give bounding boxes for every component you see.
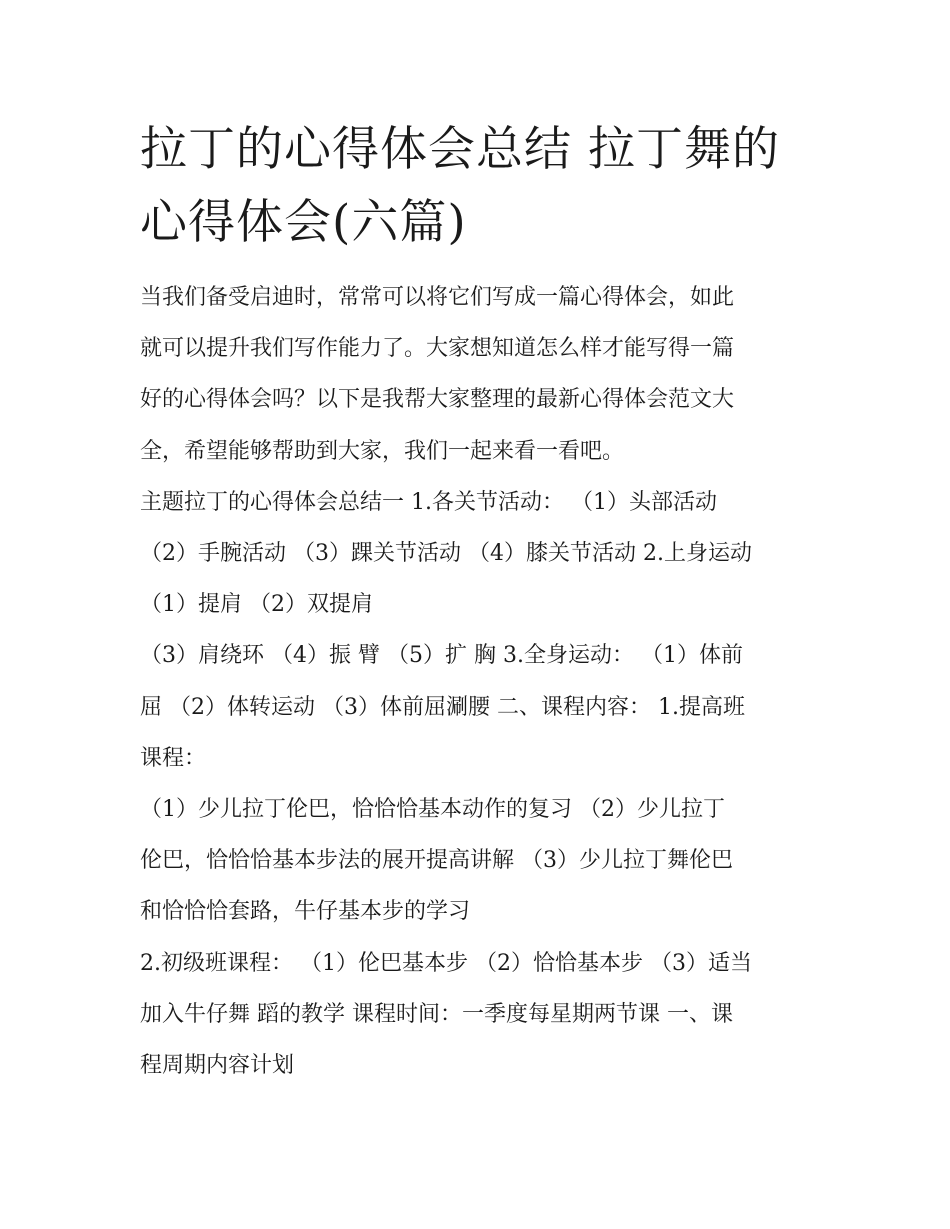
body-line: 加入牛仔舞 蹈的教学 课程时间：一季度每星期两节课 一、课 xyxy=(140,1001,733,1027)
body-line: 程周期内容计划 xyxy=(140,1053,295,1079)
body-line: （2）手腕活动 （3）踝关节活动 （4）膝关节活动 2.上身运动 xyxy=(140,541,752,567)
body-line: 和恰恰恰套路，牛仔基本步的学习 xyxy=(140,899,471,925)
body-line: 主题拉丁的心得体会总结一 1.各关节活动： （1）头部活动 xyxy=(140,489,717,515)
body-line: 2.初级班课程： （1）伦巴基本步 （2）恰恰基本步 （3）适当 xyxy=(140,950,752,976)
body-line: （1）少儿拉丁伦巴，恰恰恰基本动作的复习 （2）少儿拉丁 xyxy=(140,797,725,823)
body-line: 好的心得体会吗？以下是我帮大家整理的最新心得体会范文大 xyxy=(140,387,735,413)
body-line: 屈 （2）体转运动 （3）体前屈涮腰 二、课程内容： 1.提高班 xyxy=(140,694,745,720)
document-body xyxy=(140,272,820,1091)
body-line: 课程： xyxy=(140,745,207,771)
body-line: （1）提肩 （2）双提肩 xyxy=(140,592,373,618)
body-line: 伦巴，恰恰恰基本步法的展开提高讲解 （3）少儿拉丁舞伦巴 xyxy=(140,848,733,874)
document-page xyxy=(140,113,820,1091)
body-line: （3）肩绕环 （4）振 臂 （5）扩 胸 3.全身运动： （1）体前 xyxy=(140,643,743,669)
title-line: 心得体会(六篇) xyxy=(140,195,467,250)
title-line: 拉丁的心得体会总结 拉丁舞的 xyxy=(140,122,780,177)
body-line: 当我们备受启迪时，常常可以将它们写成一篇心得体会，如此 xyxy=(140,285,735,310)
body-line: 全，希望能够帮助到大家，我们一起来看一看吧。 xyxy=(140,438,625,464)
body-line: 就可以提升我们写作能力了。大家想知道怎么样才能写得一篇 xyxy=(140,336,735,362)
document-title xyxy=(140,113,820,259)
